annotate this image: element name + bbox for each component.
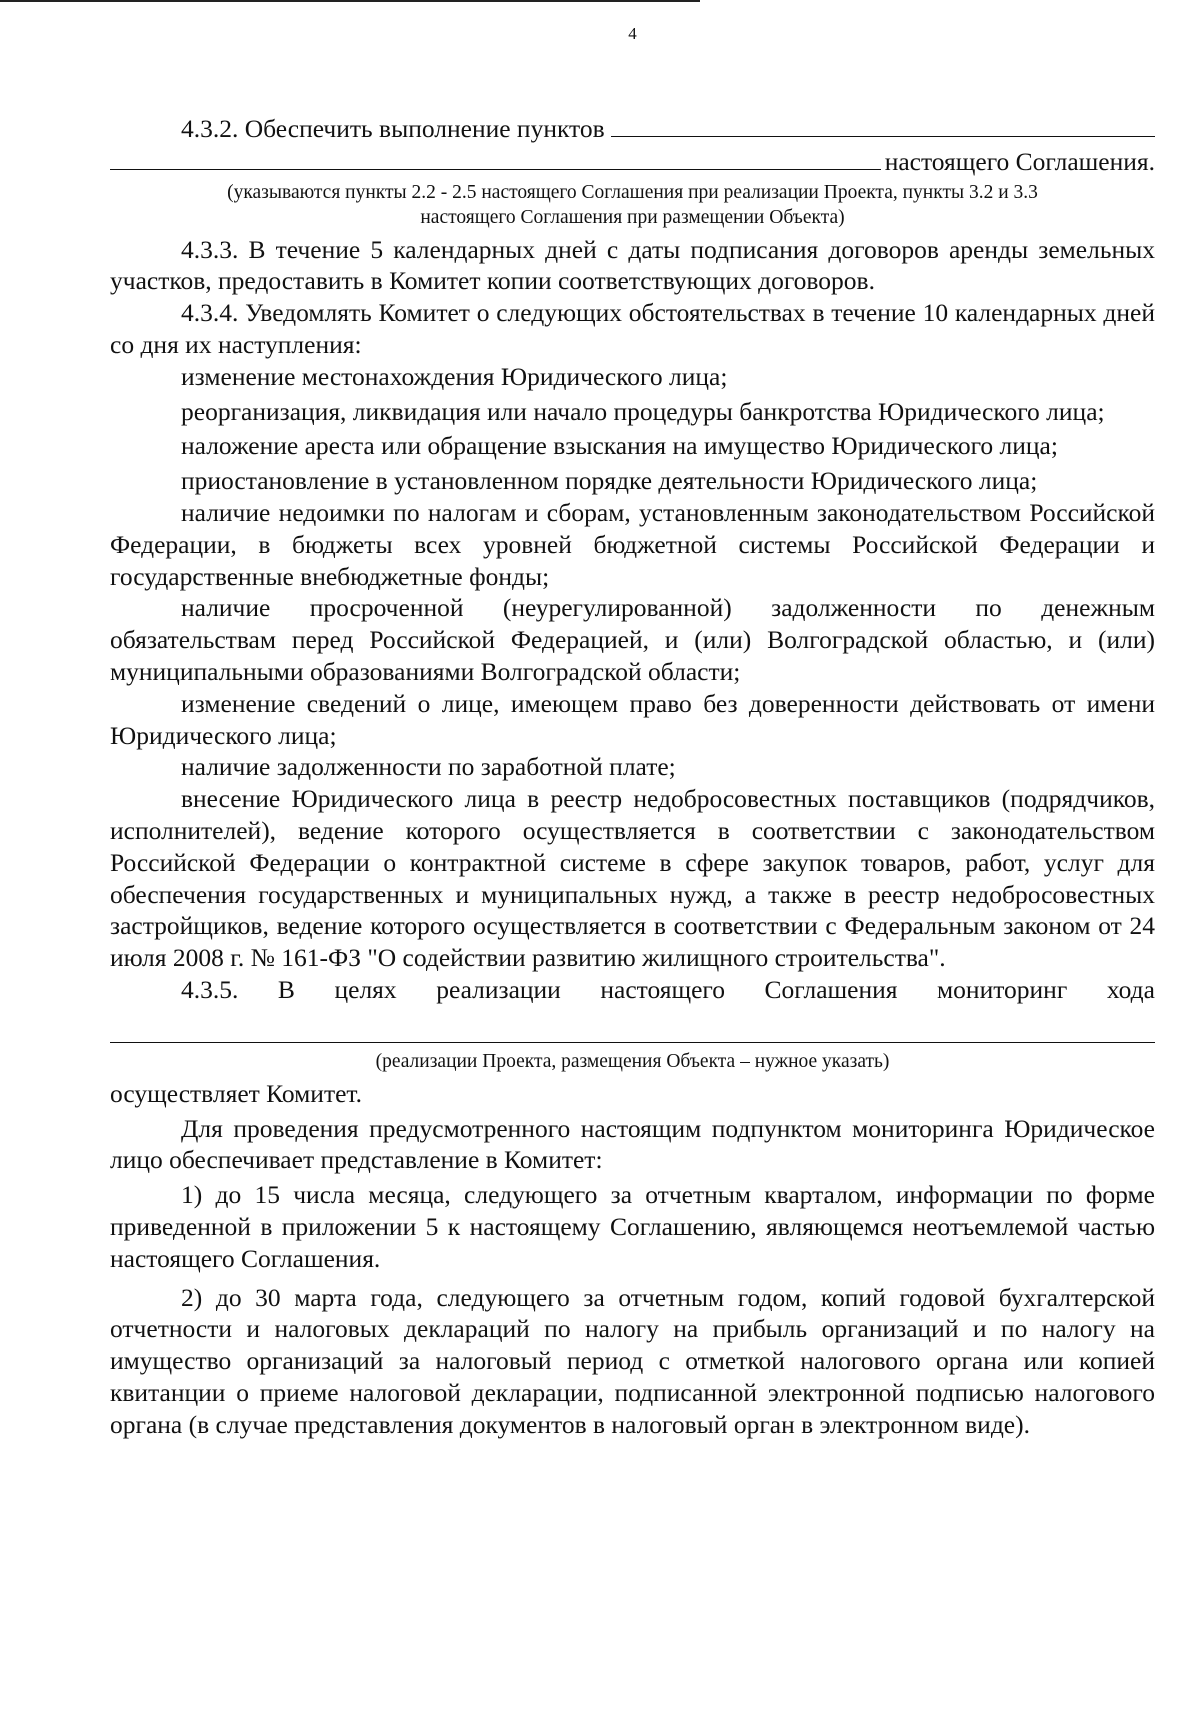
clause-4-3-3: 4.3.3. В течение 5 календарных дней с даты подписания договоров аренды земельных участков, предоставить в Комитет копии соответствующих договоров. [110,234,1155,296]
monitoring-intro: Для проведения предусмотренного настоящим подпунктом мониторинга Юридическое лицо обеспечивает представление в Комитет: [110,1113,1155,1175]
list-item: приостановление в установленном порядке деятельности Юридического лица; [181,466,1038,496]
list-item: изменение сведений о лице, имеющем право без доверенности действовать от имени Юридического лица; [110,688,1155,750]
fill-in-blank [110,145,881,170]
list-item: изменение местонахождения Юридического лица; [181,361,728,391]
list-item: внесение Юридического лица в реестр недобросовестных поставщиков (подрядчиков, исполнителей), ведение которого осуществляется в соответствии с законодательством Российской Федерации о контрактной системе в сфере закупок товаров, работ, услуг для обеспечения государственных и муниципальных нужд, а также в реестр недобросовестных застройщиков, ведение которого осуществляется в соответствии с Федеральным законом от 24 июля 2008 г. № 161-ФЗ "О содействии развитию жилищного строительства". [110,784,1155,973]
list-item: реорганизация, ликвидация или начало процедуры банкротства Юридического лица; [181,396,1105,426]
clause-4-3-2-first-line [110,112,1155,145]
word: хода [1106,974,1155,1004]
clause-4-3-5-tail: осуществляет Комитет. [110,1078,363,1108]
word: Соглашения [764,974,898,1004]
word: мониторинг [937,974,1068,1004]
word: В [277,974,295,1004]
clause-4-3-4-lead: 4.3.4. Уведомлять Комитет о следующих обстоятельствах в течение 10 календарных дней со дня их наступления: [110,298,1155,359]
clause-4-3-5-hint: (реализации Проекта, размещения Объекта – нужное указать) [375,1050,890,1072]
page-number: 4 [628,24,637,43]
word: целях [334,974,397,1004]
fill-in-blank [611,112,1155,137]
list-item: наличие недоимки по налогам и сборам, установленным законодательством Российской Федерации, в бюджеты всех уровней бюджетной системы Российской Федерации и государственные внебюджетные фонды; [110,497,1155,591]
word: 4.3.5. [181,974,239,1004]
fill-in-blank [110,1006,1155,1043]
clause-4-3-5-first-line [110,974,1155,1006]
list-item: наличие задолженности по заработной плате; [181,752,676,782]
list-item: наличие просроченной (неурегулированной) задолженности по денежным обязательствам перед Российской Федерацией, и (или) Волгоградской областью, и (или) муниципальными образованиями Волгоградской области; [110,593,1155,686]
clause-4-3-2-hint [110,180,1155,230]
word: настоящего [600,974,725,1004]
scan-top-edge-line [0,0,700,2]
clause-4-3-2-tail: настоящего Соглашения. [884,146,1155,176]
list-item: наложение ареста или обращение взыскания на имущество Юридического лица; [181,431,1058,461]
word: реализации [436,974,561,1004]
clause-4-3-2-second-line [110,145,1155,178]
hint-line: (указываются пункты 2.2 - 2.5 настоящего Соглашения при реализации Проекта, пункты 3.2 и 3.3 [227,181,1038,203]
monitoring-point: 2) до 30 марта года, следующего за отчетным годом, копий годовой бухгалтерской отчетности и налоговых деклараций по налогу на прибыль организаций и по налогу на имущество организаций за налоговый период с отметкой налогового органа или копией квитанции о приеме налоговой декларации, подписанной электронной подписью налогового органа (в случае представления документов в налоговый орган в электронном виде). [110,1282,1155,1439]
clause-4-3-2-lead: 4.3.2. Обеспечить выполнение пунктов [181,114,605,143]
document-body [110,112,1155,1440]
monitoring-point: 1) до 15 числа месяца, следующего за отчетным кварталом, информации по форме приведенной в приложении 5 к настоящему Соглашению, являющемся неотъемлемой частью настоящего Соглашения. [110,1180,1155,1273]
hint-line: настоящего Соглашения при размещении Объекта) [420,206,845,228]
